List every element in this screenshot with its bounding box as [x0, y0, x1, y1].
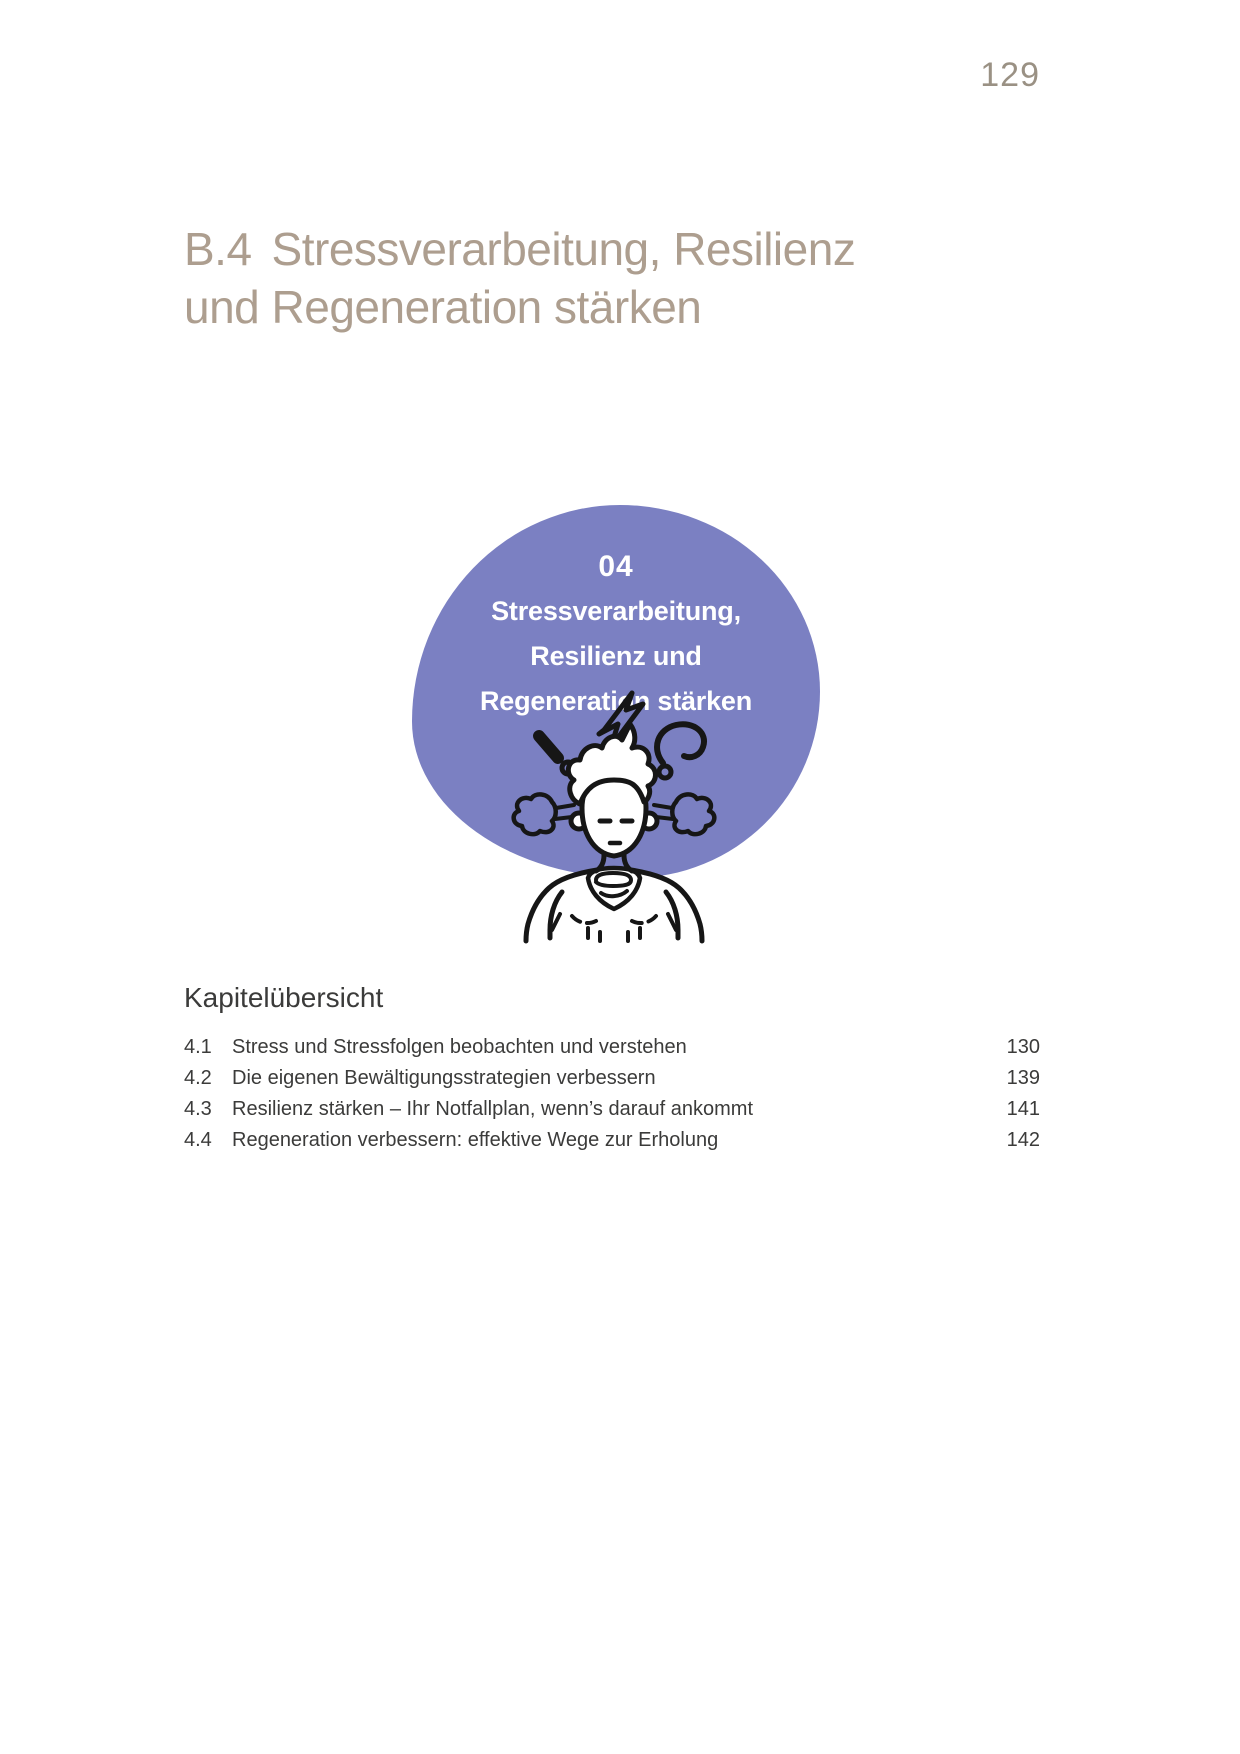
chapter-toc — [184, 1032, 1040, 1156]
chapter-heading-line-1 — [184, 220, 855, 278]
badge-chapter-number: 04 — [598, 550, 634, 583]
question-mark-icon — [657, 724, 704, 778]
toc-title: Resilienz stärken – Ihr Notfallplan, wenn’s darauf ankommt — [232, 1098, 753, 1120]
toc-number: 4.3 — [184, 1098, 212, 1120]
toc-title: Regeneration verbessern: effektive Wege zur Erholung — [232, 1129, 719, 1151]
toc-row — [184, 1032, 1040, 1063]
toc-title: Die eigenen Bewältigungsstrategien verbessern — [232, 1067, 656, 1089]
toc-row — [184, 1125, 1040, 1156]
chapter-title-part-1: Stressverarbeitung, Resilienz — [271, 223, 856, 275]
toc-row — [184, 1094, 1040, 1125]
toc-page: 130 — [1006, 1036, 1040, 1058]
badge-title-line: Resilienz und — [530, 641, 702, 671]
toc-number: 4.1 — [184, 1036, 212, 1058]
steam-puff-right-icon — [654, 794, 714, 834]
toc-number: 4.4 — [184, 1129, 212, 1151]
toc-page: 142 — [1006, 1129, 1040, 1151]
toc-page: 139 — [1006, 1067, 1040, 1089]
badge-title-line: Stressverarbeitung, — [491, 596, 741, 626]
toc-page: 141 — [1006, 1098, 1040, 1120]
toc-title: Stress und Stressfolgen beobachten und verstehen — [232, 1036, 687, 1058]
page-number: 129 — [980, 56, 1040, 94]
chapter-number: B.4 — [184, 223, 252, 275]
toc-number: 4.2 — [184, 1067, 212, 1089]
stressed-superhero-illustration — [500, 688, 729, 950]
overview-title: Kapitelübersicht — [184, 982, 384, 1013]
chapter-heading — [184, 220, 855, 336]
badge-title-line: Regeneration stärken — [479, 686, 753, 716]
steam-puff-left-icon — [514, 794, 574, 834]
chapter-heading-line-2: und Regeneration stärken — [184, 281, 702, 333]
toc-row — [184, 1063, 1040, 1094]
